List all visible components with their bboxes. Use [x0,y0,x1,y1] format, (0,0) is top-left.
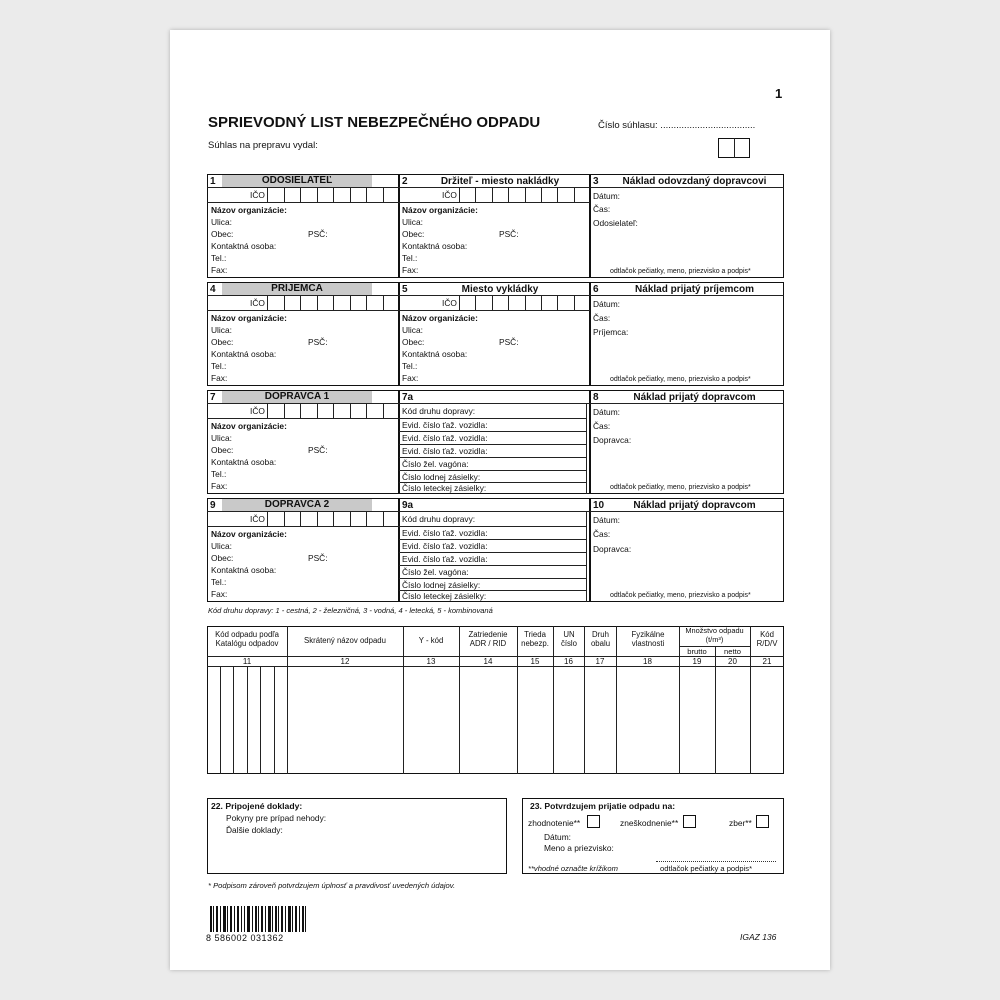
box-23-date-label: Dátum: [544,832,571,842]
divider [459,626,460,774]
form-sheet [170,30,830,970]
divider [207,418,399,419]
section-1-number: 1 [210,176,216,187]
contact-label: Kontaktná osoba: [211,241,277,251]
divider [287,626,288,774]
col-number: 13 [426,657,436,666]
signature-disclaimer: * Podpisom zároveň potvrdzujem úplnosť a pravdivosť uvedených údajov. [208,881,456,890]
section-7-title: DOPRAVCA 1 [264,391,330,402]
consent-checkbox-divider [734,138,735,158]
col-number: 19 [692,657,702,666]
org-name-label: Názov organizácie: [211,421,287,431]
barcode-icon [210,906,306,932]
section-10-number: 10 [593,500,605,511]
contact-label: Kontaktná osoba: [211,565,277,575]
fax-label: Fax: [211,265,228,275]
col-header-y-code: Y - kód [418,636,444,645]
tel-label: Tel.: [402,361,418,371]
section-7a-number: 7a [402,392,414,403]
col-number: 15 [530,657,540,666]
box-23-mark-note: **vhodné označte krížikom [528,864,618,873]
divider [586,511,587,602]
street-label: Ulica: [211,541,232,551]
divider [553,626,554,774]
ico-label: IČO [250,406,265,416]
psc-label: PSČ: [308,445,328,455]
street-label: Ulica: [211,217,232,227]
air-label: Číslo leteckej zásielky: [402,591,487,601]
divider [399,418,586,419]
section-2-title: Držiteľ - miesto nakládky [440,176,560,187]
ico-input[interactable] [459,295,591,310]
section-1-title: ODOSIELATEĽ [261,175,333,186]
consent-number-label: Číslo súhlasu: .................................... [598,120,756,131]
org-name-label: Názov organizácie: [211,205,287,215]
col-number: 18 [643,657,652,666]
vehicle-1-label: Evid. číslo ťaž. vozidla: [402,420,488,430]
col-number: 11 [242,657,252,666]
divider [399,526,586,527]
org-name-label: Názov organizácie: [402,313,478,323]
col-header-quantity: Množstvo odpadu (t/m³) [685,626,744,644]
divider [403,626,404,774]
col-number: 20 [728,657,737,666]
street-label: Ulica: [211,325,232,335]
recipient-label: Príjemca: [593,327,629,337]
divider [616,626,617,774]
time-label: Čas: [593,204,611,214]
section-8-number: 8 [593,392,599,403]
section-9a-number: 9a [402,500,414,511]
fax-label: Fax: [211,481,228,491]
divider [586,403,587,494]
ship-label: Číslo lodnej zásielky: [402,580,481,590]
air-label: Číslo leteckej zásielky: [402,483,487,493]
carrier-label: Dopravca: [593,435,632,445]
city-label: Obec: [211,229,234,239]
divider [399,470,586,471]
divider [590,295,784,296]
contact-label: Kontaktná osoba: [211,349,277,359]
section-2-number: 2 [402,176,408,187]
section-4-number: 4 [210,284,216,295]
col-number: 21 [762,657,772,666]
org-name-label: Názov organizácie: [211,529,287,539]
col-header-packaging: Druh obalu [590,630,611,648]
section-3-number: 3 [593,176,599,187]
psc-label: PSČ: [308,553,328,563]
col-number: 17 [595,657,605,666]
city-label: Obec: [402,229,425,239]
page-number: 1 [775,86,783,101]
tel-label: Tel.: [211,469,227,479]
divider [399,310,590,311]
stamp-label: odtlačok pečiatky, meno, priezvisko a podpis* [610,592,751,599]
fax-label: Fax: [211,589,228,599]
signature-line [656,861,776,862]
form-code: IGAZ 136 [740,932,777,942]
consent-issued-label: Súhlas na prepravu vydal: [208,140,318,151]
city-label: Obec: [211,553,234,563]
wagon-label: Číslo žel. vagóna: [402,567,469,577]
psc-label: PSČ: [308,337,328,347]
col-number: 12 [340,657,350,666]
date-label: Dátum: [593,515,620,525]
divider [399,552,586,553]
date-label: Dátum: [593,191,620,201]
section-5-number: 5 [402,284,408,295]
fax-label: Fax: [402,373,419,383]
col-header-hazard-class: Trieda nebezp. [521,630,549,648]
col-header-brutto: brutto [687,647,707,656]
contact-label: Kontaktná osoba: [402,241,468,251]
divider [399,578,586,579]
ico-input[interactable] [267,403,400,418]
transport-code-label: Kód druhu dopravy: [402,406,476,416]
fax-label: Fax: [402,265,419,275]
section-3-title: Náklad odovzdaný dopravcovi [622,176,767,187]
divider [399,565,586,566]
section-8-title: Náklad prijatý dopravcom [633,392,756,403]
street-label: Ulica: [211,433,232,443]
col-header-netto: netto [724,647,741,656]
divider [399,457,586,458]
section-4-title: PRÍJEMCA [271,283,323,294]
divider [233,666,234,774]
org-name-label: Názov organizácie: [211,313,287,323]
option-recovery-checkbox[interactable] [587,815,600,828]
divider [399,444,586,445]
col-number: 16 [564,657,573,666]
box-22-accident-label: Pokyny pre prípad nehody: [226,813,327,823]
divider [590,511,784,512]
divider [220,666,221,774]
vehicle-3-label: Evid. číslo ťaž. vozidla: [402,554,488,564]
option-disposal-checkbox[interactable] [683,815,696,828]
street-label: Ulica: [402,325,423,335]
divider [207,202,399,203]
divider [517,626,518,774]
section-9-number: 9 [210,500,216,511]
ico-input[interactable] [267,295,400,310]
stamp-label: odtlačok pečiatky, meno, priezvisko a podpis* [610,484,751,491]
barcode-number: 8 586002 031362 [206,933,284,943]
vehicle-2-label: Evid. číslo ťaž. vozidla: [402,433,488,443]
divider [399,403,590,404]
time-label: Čas: [593,421,611,431]
psc-label: PSČ: [308,229,328,239]
box-23-name-label: Meno a priezvisko: [544,843,614,853]
wagon-label: Číslo žel. vagóna: [402,459,469,469]
tel-label: Tel.: [402,253,418,263]
org-name-label: Názov organizácie: [402,205,478,215]
carrier-label: Dopravca: [593,544,632,554]
ico-label: IČO [250,514,265,524]
option-recovery-label: zhodnotenie** [528,818,581,828]
divider [750,626,751,774]
city-label: Obec: [402,337,425,347]
fax-label: Fax: [211,373,228,383]
box-23-stamp-label: odtlačok pečiatky a podpis* [660,864,753,873]
box-23-title: 23. Potvrdzujem prijatie odpadu na: [530,801,676,811]
ico-label: IČO [250,190,265,200]
ico-input[interactable] [459,187,591,202]
divider [590,187,784,188]
transport-code-label: Kód druhu dopravy: [402,514,476,524]
vehicle-1-label: Evid. číslo ťaž. vozidla: [402,528,488,538]
section-6-number: 6 [593,284,599,295]
box-22-other-docs-label: Ďalšie doklady: [226,825,283,835]
section-9-title: DOPRAVCA 2 [264,499,330,510]
option-collection-checkbox[interactable] [756,815,769,828]
section-5-title: Miesto vykládky [461,284,539,295]
divider [207,526,399,527]
col-header-waste-name: Skrátený názov odpadu [304,636,386,645]
ico-input[interactable] [267,187,400,202]
divider [590,403,784,404]
tel-label: Tel.: [211,361,227,371]
divider [247,666,248,774]
time-label: Čas: [593,313,611,323]
sender-label: Odosielateľ: [593,218,638,228]
time-label: Čas: [593,529,611,539]
contact-label: Kontaktná osoba: [402,349,468,359]
divider [207,666,784,667]
contact-label: Kontaktná osoba: [211,457,277,467]
psc-label: PSČ: [499,337,519,347]
date-label: Dátum: [593,299,620,309]
divider [260,666,261,774]
divider [274,666,275,774]
divider [399,539,586,540]
psc-label: PSČ: [499,229,519,239]
divider [399,202,590,203]
ico-input[interactable] [267,511,400,526]
divider [399,511,590,512]
ico-label: IČO [442,298,457,308]
city-label: Obec: [211,445,234,455]
street-label: Ulica: [402,217,423,227]
city-label: Obec: [211,337,234,347]
vehicle-2-label: Evid. číslo ťaž. vozidla: [402,541,488,551]
section-10-title: Náklad prijatý dopravcom [633,500,756,511]
col-header-adr-rid: Zatriedenie ADR / RID [468,630,508,648]
section-6-title: Náklad prijatý príjemcom [635,284,754,295]
divider [207,310,399,311]
section-7-number: 7 [210,392,216,403]
col-header-physical-props: Fyzikálne vlastnosti [631,630,665,648]
tel-label: Tel.: [211,577,227,587]
option-disposal-label: zneškodnenie** [620,818,679,828]
vehicle-3-label: Evid. číslo ťaž. vozidla: [402,446,488,456]
date-label: Dátum: [593,407,620,417]
ship-label: Číslo lodnej zásielky: [402,472,481,482]
divider [399,431,586,432]
page-title: SPRIEVODNÝ LIST NEBEZPEČNÉHO ODPADU [208,114,541,131]
col-header-rdv-code: Kód R/D/V [756,630,778,648]
col-header-waste-code: Kód odpadu podľa Katalógu odpadov [215,630,279,648]
box-22-title: 22. Pripojené doklady: [211,801,303,811]
stamp-label: odtlačok pečiatky, meno, priezvisko a podpis* [610,376,751,383]
ico-label: IČO [250,298,265,308]
col-number: 14 [483,657,493,666]
col-header-un-number: UN číslo [560,630,578,648]
option-collection-label: zber** [729,818,752,828]
transport-footnote: Kód druhu dopravy: 1 - cestná, 2 - železničná, 3 - vodná, 4 - letecká, 5 - kombinovaná [208,606,493,615]
stamp-label: odtlačok pečiatky, meno, priezvisko a podpis* [610,268,751,275]
ico-label: IČO [442,190,457,200]
tel-label: Tel.: [211,253,227,263]
divider [584,626,585,774]
